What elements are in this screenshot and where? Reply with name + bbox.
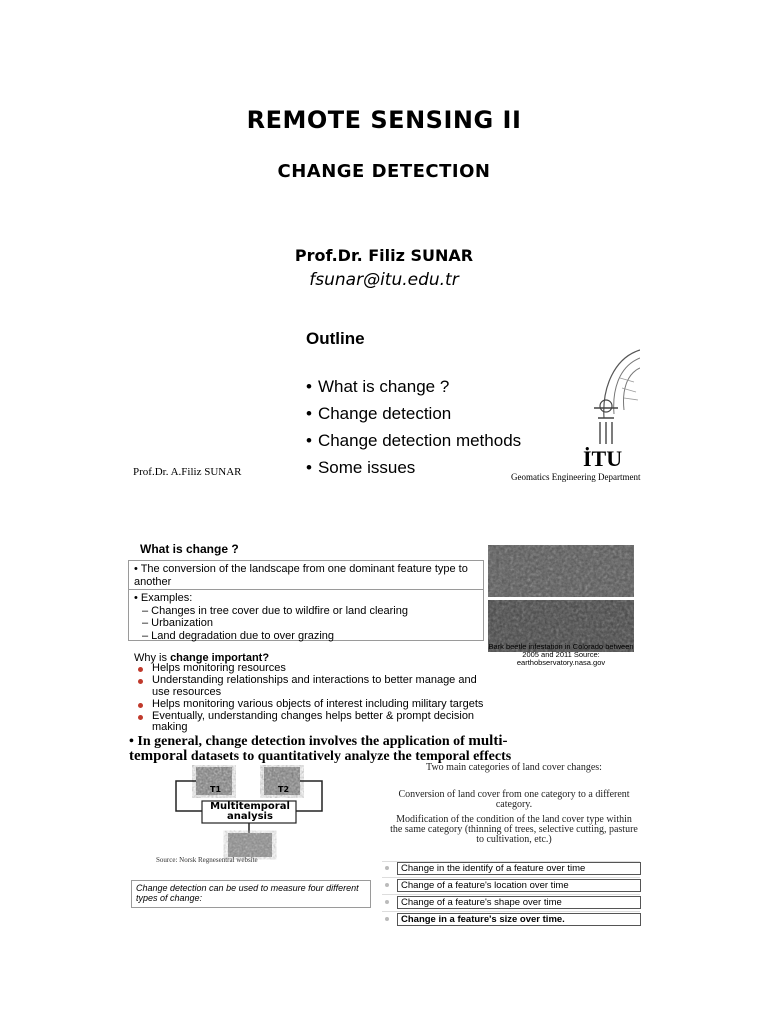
- why-prefix: Why is: [134, 652, 171, 664]
- outline-heading: Outline: [306, 329, 365, 348]
- example-item: – Land degradation due to over grazing: [142, 629, 335, 642]
- diagram-label-t1: T1: [210, 785, 222, 794]
- outline-item: • Some issues: [306, 454, 521, 481]
- outline-item: • Change detection: [306, 400, 521, 427]
- general-text-b: multi-: [468, 733, 508, 749]
- divider: [382, 911, 640, 912]
- change-type-label: Change in the identify of a feature over time: [397, 862, 641, 875]
- why-item: Eventually, understanding changes helps better & prompt decision making: [136, 711, 486, 734]
- general-text-a: In general, change detection involves the application of: [137, 734, 469, 749]
- satellite-image-2005: [488, 545, 634, 597]
- diagram-box-label: Multitemporal analysis: [210, 801, 290, 822]
- bullet-icon: [385, 917, 389, 921]
- categories-heading: Two main categories of land cover changes:: [426, 762, 602, 773]
- document-title: REMOTE SENSING II: [246, 106, 522, 134]
- category-conversion: Conversion of land cover from one category to a different category.: [398, 789, 630, 810]
- change-type-label: Change of a feature's location over time: [397, 879, 641, 892]
- slide-heading: What is change ?: [140, 542, 239, 556]
- slide-footer-author: Prof.Dr. A.Filiz SUNAR: [133, 466, 242, 478]
- itu-emblem-icon: [584, 348, 640, 448]
- why-item: Helps monitoring various objects of interest including military targets: [136, 699, 486, 711]
- outline-item: • What is change ?: [306, 373, 521, 400]
- why-bold: change important?: [170, 652, 270, 664]
- author-email: fsunar@itu.edu.tr: [309, 270, 459, 290]
- divider: [382, 894, 640, 895]
- why-item: Understanding relationships and interactions to better manage and use resources: [136, 675, 486, 698]
- bullet-icon: [385, 883, 389, 887]
- change-type-label: Change in a feature's size over time.: [397, 913, 641, 926]
- category-modification: Modification of the condition of the land cover type within the same category (thinning of trees, selective cutting, pasture to cultivation, etc.): [390, 814, 638, 845]
- examples-heading: • Examples:: [134, 592, 193, 604]
- change-type-label: Change of a feature's shape over time: [397, 896, 641, 909]
- divider: [382, 877, 640, 878]
- outline-list: [306, 373, 521, 481]
- general-statement: • In general, change detection involves the application of multi- temporal datasets to quantitatively analyze the temporal effects: [129, 733, 512, 764]
- bullet-icon: [385, 866, 389, 870]
- note-text: Change detection can be used to measure four different types of change:: [136, 883, 359, 903]
- diagram-label-t2: T2: [278, 785, 290, 794]
- itu-logo: İTU: [583, 446, 623, 471]
- document-subtitle: CHANGE DETECTION: [277, 161, 491, 182]
- example-item: – Changes in tree cover due to wildfire or land clearing: [142, 604, 408, 617]
- author-name: Prof.Dr. Filiz SUNAR: [294, 246, 474, 265]
- why-list: [136, 663, 486, 734]
- diagram-source: Source: Norsk Regnesentral website: [156, 856, 258, 864]
- bullet-icon: [385, 900, 389, 904]
- general-text-c: temporal: [129, 748, 188, 764]
- outline-item: • Change detection methods: [306, 427, 521, 454]
- definition-text: • The conversion of the landscape from one dominant feature type to another: [134, 563, 468, 588]
- general-text-d: datasets to quantitatively analyze the temporal effects: [187, 749, 512, 764]
- example-item: – Urbanization: [142, 617, 213, 629]
- image-caption: Bark beetle infestation in Colorado between 2005 and 2011 Source: earthobservatory.nasa.gov: [488, 642, 634, 667]
- why-item: Helps monitoring resources: [136, 663, 486, 675]
- examples-text: [134, 592, 479, 642]
- department-name: Geomatics Engineering Department: [511, 472, 641, 482]
